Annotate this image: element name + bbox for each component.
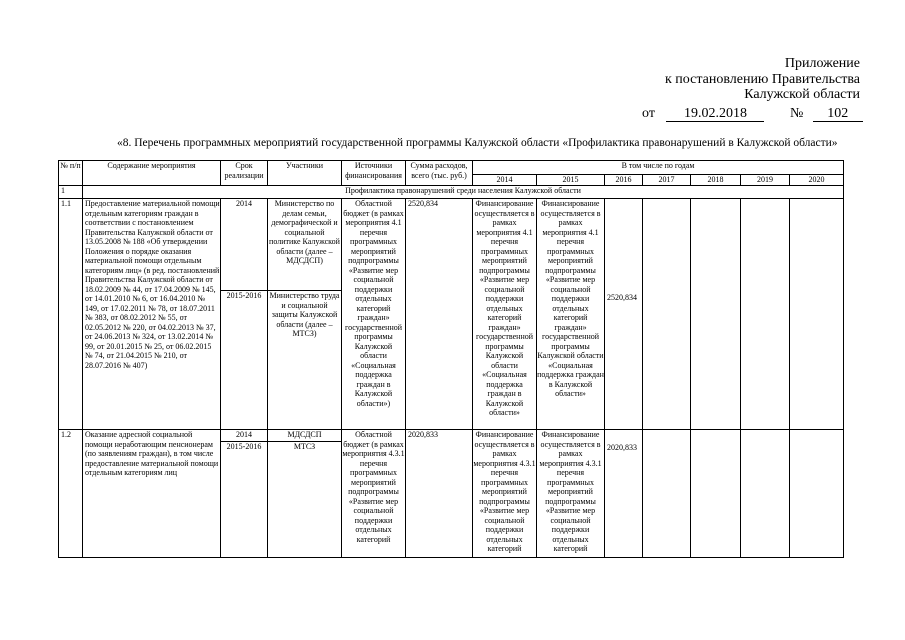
number-label: № [789, 106, 804, 121]
from-label: от [642, 106, 655, 121]
row-year-2020 [790, 430, 844, 558]
row-number: 1.1 [59, 199, 83, 430]
appendix-block [620, 56, 860, 103]
row-sum: 2020,833 [406, 430, 473, 558]
row-term: 2015-2016 [221, 442, 268, 558]
header-sum: Сумма расходов, всего (тыс. руб.) [406, 161, 473, 186]
section-row [59, 186, 844, 199]
row-content: Предоставление материальной помощи отдельным категориям граждан в соответствии с постановлением Правительства Калужской области от 13.05.2008 № 188 «Об утверждении Положения о порядке оказания материальной помощи отдельным категориям лиц» (в ред. постановлений Правительства Калужской области от 18.02.2009 № 44, от 17.04.2009 № 145, от 14.01.2010 № 6, от 16.04.2010 № 149, от 17.02.2011 № 78, от 18.07.2011 № 383, от 08.02.2012 № 55, от 02.05.2012 № 220, от 04.02.2013 № 37, от 24.06.2013 № 324, от 13.02.2014 № 99, от 20.01.2015 № 25, от 06.02.2015 № 74, от 21.04.2015 № 210, от 28.07.2016 № 407) [83, 199, 221, 430]
decree-signature-line [642, 106, 863, 122]
row-year-2018 [691, 430, 741, 558]
header-year: 2017 [643, 175, 691, 186]
section-number: 1 [59, 186, 83, 199]
row-term: 2015-2016 [221, 291, 268, 430]
decree-date: 19.02.2018 [666, 106, 764, 122]
table-row [59, 199, 844, 291]
header-year: 2020 [790, 175, 844, 186]
row-participant: МДСДСП [268, 430, 342, 442]
row-year-2020 [790, 199, 844, 430]
row-source: Областной бюджет (в рамках мероприятия 4.3.1 перечня программных мероприятий подпрограммы «Развитие мер социальной поддержки отдельных категорий [342, 430, 406, 558]
row-year-2016: 2020,833 [605, 430, 643, 558]
document-heading: «8. Перечень программных мероприятий государственной программы Калужской области «Профилактика правонарушений в Калужской области» [117, 137, 838, 149]
row-content: Оказание адресной социальной помощи неработающим пенсионерам (по заявлениям граждан), в том числе предоставление материальной помощи отдельным категориям лиц [83, 430, 221, 558]
row-source: Областной бюджет (в рамках мероприятия 4.1 перечня программных мероприятий подпрограммы «Развитие мер социальной поддержки отдельных категорий граждан» государственной программы Калужской области «Социальная поддержка граждан в Калужской области») [342, 199, 406, 430]
header-year: 2019 [741, 175, 790, 186]
header-year: 2018 [691, 175, 741, 186]
header-years-group: В том числе по годам [473, 161, 844, 175]
header-term: Срок реализации [221, 161, 268, 186]
appendix-title: Приложение [784, 56, 860, 71]
header-number: № п/п [59, 161, 83, 186]
row-year-2016: 2520,834 [605, 199, 643, 430]
row-year-2017 [643, 199, 691, 430]
row-participant: Министерство труда и социальной защиты Калужской области (далее – МТСЗ) [268, 291, 342, 430]
row-year-2019 [741, 430, 790, 558]
row-year-2018 [691, 199, 741, 430]
section-title: Профилактика правонарушений среди населения Калужской области [83, 186, 844, 199]
row-year-2014: Финансирование осуществляется в рамках мероприятия 4.1 перечня программных мероприятий подпрограммы «Развитие мер социальной поддержки отдельных категорий граждан» государственной программы Калужской области «Социальная поддержка граждан в Калужской области» [473, 199, 537, 430]
row-term: 2014 [221, 430, 268, 442]
header-year: 2015 [537, 175, 605, 186]
row-year-2015: Финансирование осуществляется в рамках мероприятия 4.1 перечня программных мероприятий подпрограммы «Развитие мер социальной поддержки отдельных категорий граждан» государственной программы Калужской области «Социальная поддержка граждан в Калужской области» [537, 199, 605, 430]
header-participants: Участники [268, 161, 342, 186]
decree-number: 102 [813, 106, 863, 122]
header-year: 2014 [473, 175, 537, 186]
row-participant: МТСЗ [268, 442, 342, 558]
row-sum: 2520,834 [406, 199, 473, 430]
row-participant: Министерство по делам семьи, демографической и социальной политике Калужской области (далее – МДСДСП) [268, 199, 342, 291]
header-year: 2016 [605, 175, 643, 186]
row-year-2014: Финансирование осуществляется в рамках мероприятия 4.3.1 перечня программных мероприятий подпрограммы «Развитие мер социальной поддержки отдельных категорий [473, 430, 537, 558]
header-sources: Источники финансирования [342, 161, 406, 186]
row-year-2015: Финансирование осуществляется в рамках мероприятия 4.3.1 перечня программных мероприятий подпрограммы «Развитие мер социальной поддержки отдельных категорий [537, 430, 605, 558]
row-number: 1.2 [59, 430, 83, 558]
appendix-region: Калужской области [744, 87, 860, 102]
table-row [59, 430, 844, 442]
row-year-2017 [643, 430, 691, 558]
header-content: Содержание мероприятия [83, 161, 221, 186]
appendix-decree: к постановлению Правительства [664, 71, 860, 87]
row-year-2019 [741, 199, 790, 430]
row-term: 2014 [221, 199, 268, 291]
measures-table [58, 160, 844, 558]
